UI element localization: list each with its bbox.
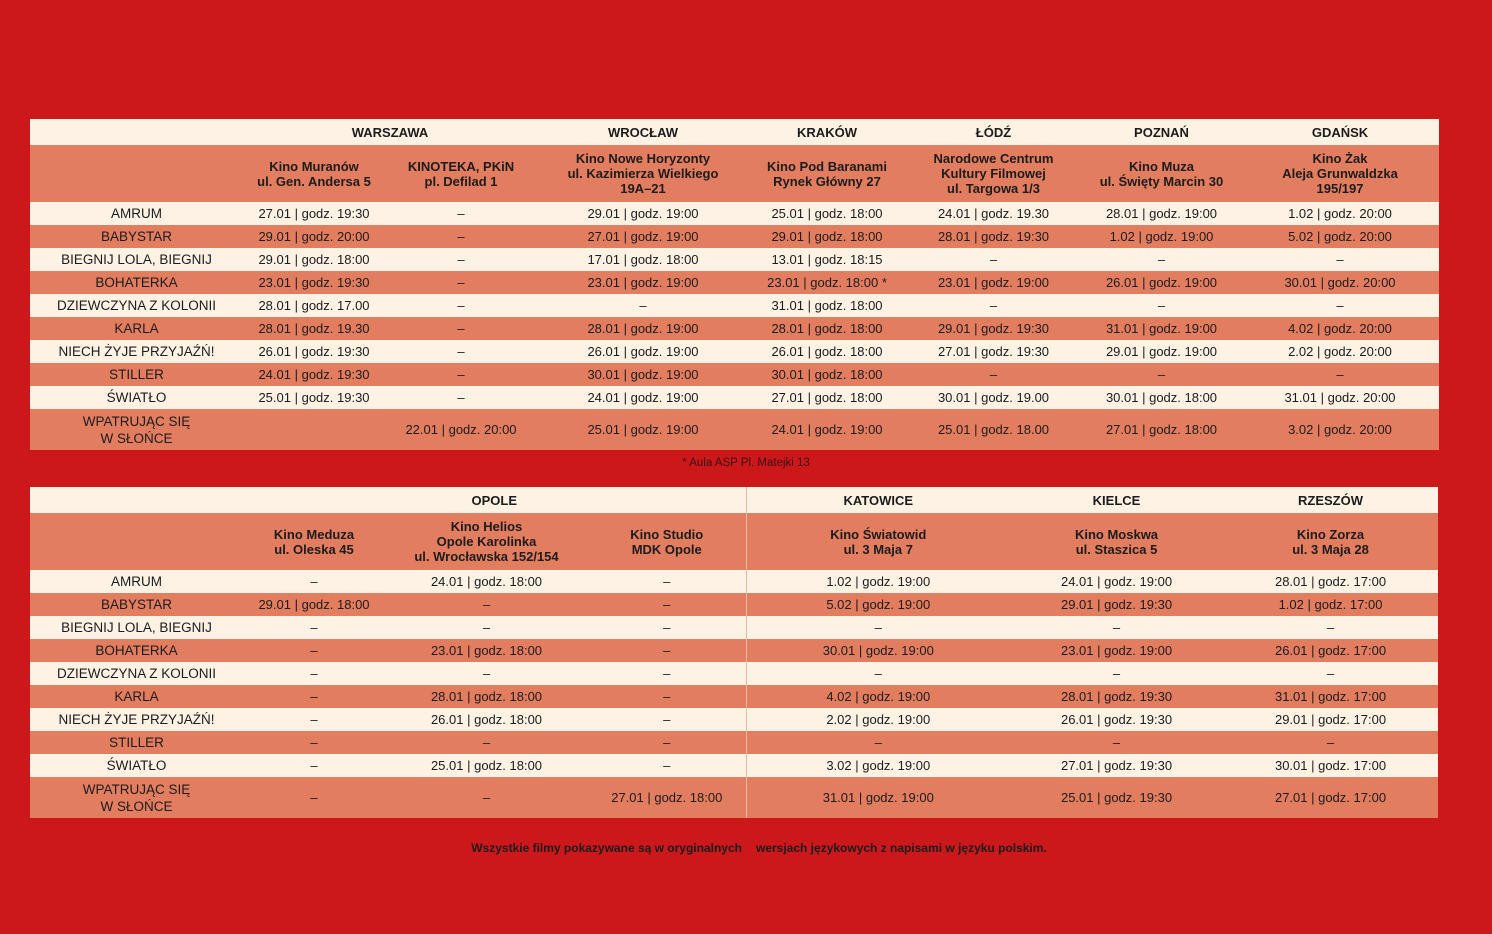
venue-line: Kino Zorza — [1296, 526, 1365, 542]
screening-cell: 25.01 | godz. 19:30 — [243, 386, 385, 409]
screening-cell: 28.01 | godz. 17.00 — [243, 294, 385, 317]
film-title-line: BIEGNIJ LOLA, BIEGNIJ — [61, 620, 212, 635]
screening-cell: 30.01 | godz. 18:00 — [749, 363, 905, 386]
table-row — [30, 570, 1438, 593]
screening-cell: – — [1241, 294, 1439, 317]
venue-kino-muranow — [243, 145, 385, 202]
screening-cell: – — [1082, 294, 1241, 317]
screening-cell: – — [588, 731, 746, 754]
venue-kino-moskwa — [1010, 513, 1223, 570]
film-title-line: WPATRUJĄC SIĘ — [82, 781, 191, 797]
venue-line: KINOTEKA, PKiN — [407, 158, 515, 174]
venue-kino-pod-baranami — [749, 145, 905, 202]
screening-cell: 24.01 | godz. 19:00 — [749, 409, 905, 450]
film-title — [30, 662, 243, 685]
screening-cell: – — [385, 225, 537, 248]
screening-cell: 28.01 | godz. 19:00 — [537, 317, 749, 340]
screening-cell: – — [385, 593, 588, 616]
screening-cell: 3.02 | godz. 19:00 — [746, 754, 1010, 777]
screening-cell: – — [746, 662, 1010, 685]
table-row — [30, 225, 1439, 248]
screening-cell: – — [1223, 662, 1438, 685]
screening-cell: 28.01 | godz. 18:00 — [749, 317, 905, 340]
screening-cell: 29.01 | godz. 18:00 — [749, 225, 905, 248]
screening-cell: 24.01 | godz. 19:30 — [243, 363, 385, 386]
venue-kino-helios — [385, 513, 588, 570]
table-row — [30, 754, 1438, 777]
screening-cell: 26.01 | godz. 17:00 — [1223, 639, 1438, 662]
screening-cell: – — [385, 340, 537, 363]
footer-line: wersjach językowych z napisami w języku polskim. — [755, 841, 1047, 855]
venue-line: ul. 3 Maja 28 — [1292, 541, 1369, 557]
screening-cell: – — [1082, 363, 1241, 386]
venue-kino-zorza — [1223, 513, 1438, 570]
screening-cell: 28.01 | godz. 19.30 — [243, 317, 385, 340]
venue-line: Kino Nowe Horyzonty — [575, 151, 711, 166]
screening-cell: – — [588, 616, 746, 639]
city-wroclaw: WROCŁAW — [537, 119, 749, 145]
screening-cell: 31.01 | godz. 18:00 — [749, 294, 905, 317]
screening-cell: 29.01 | godz. 19:00 — [537, 202, 749, 225]
screening-cell: – — [385, 248, 537, 271]
film-title — [30, 409, 243, 450]
screening-cell: – — [1010, 662, 1223, 685]
screening-cell: 29.01 | godz. 19:30 — [1010, 593, 1223, 616]
screening-cell: 5.02 | godz. 20:00 — [1241, 225, 1439, 248]
venue-line: ul. Oleska 45 — [274, 541, 354, 557]
table-row — [30, 363, 1439, 386]
venue-kino-zak — [1241, 145, 1439, 202]
city-header-row — [30, 119, 1439, 145]
screening-cell: 23.01 | godz. 19:00 — [537, 271, 749, 294]
screening-cell: 23.01 | godz. 19:00 — [905, 271, 1082, 294]
screening-cell: – — [905, 363, 1082, 386]
venue-narodowe-centrum — [905, 145, 1082, 202]
screening-cell: – — [1082, 248, 1241, 271]
film-title-line: STILLER — [109, 367, 164, 382]
screening-cell: 26.01 | godz. 19:30 — [1010, 708, 1223, 731]
city-opole: OPOLE — [243, 487, 746, 513]
venue-kino-muza — [1082, 145, 1241, 202]
venue-line: ul. Kazimierza Wielkiego — [567, 166, 719, 181]
film-title — [30, 685, 243, 708]
corner-cell — [30, 119, 243, 145]
screening-cell: – — [243, 662, 385, 685]
screening-cell: 26.01 | godz. 19:30 — [243, 340, 385, 363]
film-title-line: W SŁOŃCE — [100, 430, 173, 446]
screening-cell: 25.01 | godz. 19:30 — [1010, 777, 1223, 818]
venue-line: ul. 3 Maja 7 — [843, 541, 913, 557]
screening-cell: – — [243, 685, 385, 708]
film-title-line: BOHATERKA — [95, 275, 178, 290]
table-row — [30, 386, 1439, 409]
film-title — [30, 639, 243, 662]
footer-line: Wszystkie filmy pokazywane są w oryginalnych — [471, 841, 742, 855]
screening-cell: 24.01 | godz. 19:00 — [1010, 570, 1223, 593]
film-title — [30, 731, 243, 754]
screening-cell: 29.01 | godz. 18:00 — [243, 593, 385, 616]
film-title — [30, 294, 243, 317]
screening-cell: 2.02 | godz. 19:00 — [746, 708, 1010, 731]
table-row — [30, 593, 1438, 616]
screening-cell: – — [1241, 363, 1439, 386]
schedule-table-2 — [30, 487, 1438, 818]
screening-cell: – — [1010, 616, 1223, 639]
screening-cell: – — [385, 616, 588, 639]
screening-cell: – — [243, 708, 385, 731]
table-row — [30, 294, 1439, 317]
screening-cell: – — [385, 317, 537, 340]
venue-line: Narodowe Centrum — [933, 151, 1054, 166]
screening-cell: 25.01 | godz. 18:00 — [385, 754, 588, 777]
screening-cell: 28.01 | godz. 19:30 — [1010, 685, 1223, 708]
venue-kinoteka — [385, 145, 537, 202]
screening-cell: – — [243, 731, 385, 754]
screening-cell: 28.01 | godz. 19:30 — [905, 225, 1082, 248]
screening-cell: 17.01 | godz. 18:00 — [537, 248, 749, 271]
screening-cell: 30.01 | godz. 19:00 — [746, 639, 1010, 662]
city-kielce: KIELCE — [1010, 487, 1223, 513]
screening-cell: – — [588, 685, 746, 708]
screening-cell: 30.01 | godz. 19:00 — [537, 363, 749, 386]
screening-cell: 5.02 | godz. 19:00 — [746, 593, 1010, 616]
film-title — [30, 616, 243, 639]
screening-cell: 23.01 | godz. 19:00 — [1010, 639, 1223, 662]
film-title-line: NIECH ŻYJE PRZYJAŹŃ! — [58, 344, 215, 359]
schedule-table-1 — [30, 119, 1439, 450]
venue-header-row — [30, 513, 1438, 570]
venue-line: Kino Studio — [630, 526, 704, 542]
film-title-line: BABYSTAR — [100, 229, 173, 244]
film-title — [30, 225, 243, 248]
screening-cell: 26.01 | godz. 18:00 — [385, 708, 588, 731]
venue-kino-studio — [588, 513, 746, 570]
corner-cell — [30, 513, 243, 570]
schedule-table-2-body — [30, 570, 1438, 818]
film-title-line: DZIEWCZYNA Z KOLONII — [56, 298, 216, 313]
screening-cell: 26.01 | godz. 18:00 — [749, 340, 905, 363]
screening-cell: 30.01 | godz. 18:00 — [1082, 386, 1241, 409]
screening-cell: – — [385, 202, 537, 225]
screening-cell: – — [385, 294, 537, 317]
schedule-table-1-body — [30, 202, 1439, 450]
screening-cell: 31.01 | godz. 20:00 — [1241, 386, 1439, 409]
screening-cell: – — [588, 754, 746, 777]
film-title-line: AMRUM — [111, 574, 162, 589]
screening-cell: 27.01 | godz. 19:00 — [537, 225, 749, 248]
screening-cell: – — [1223, 616, 1438, 639]
table-row — [30, 639, 1438, 662]
screening-cell: 27.01 | godz. 18:00 — [749, 386, 905, 409]
screening-cell: 29.01 | godz. 19:30 — [905, 317, 1082, 340]
screening-cell: – — [588, 570, 746, 593]
screening-cell: – — [588, 708, 746, 731]
film-title — [30, 340, 243, 363]
table-row — [30, 662, 1438, 685]
table-row — [30, 271, 1439, 294]
film-title-line: DZIEWCZYNA Z KOLONII — [56, 666, 216, 681]
screening-cell — [243, 409, 385, 450]
city-katowice: KATOWICE — [746, 487, 1010, 513]
screening-cell: – — [385, 363, 537, 386]
screening-cell: 2.02 | godz. 20:00 — [1241, 340, 1439, 363]
screening-cell: 1.02 | godz. 20:00 — [1241, 202, 1439, 225]
film-title — [30, 777, 243, 818]
film-title — [30, 708, 243, 731]
city-poznan: POZNAŃ — [1082, 119, 1241, 145]
venue-line: ul. Święty Marcin 30 — [1099, 173, 1224, 189]
screening-cell: – — [1223, 731, 1438, 754]
screening-cell: 30.01 | godz. 20:00 — [1241, 271, 1439, 294]
film-title-line: STILLER — [109, 735, 164, 750]
table-row — [30, 248, 1439, 271]
city-gdansk: GDAŃSK — [1241, 119, 1439, 145]
table-row — [30, 317, 1439, 340]
screening-cell: 27.01 | godz. 19:30 — [905, 340, 1082, 363]
screening-cell: 29.01 | godz. 20:00 — [243, 225, 385, 248]
venue-line: Kino Pod Baranami — [767, 158, 887, 174]
film-title — [30, 593, 243, 616]
venue-line: Opole Karolinka — [436, 534, 537, 549]
venue-line: Rynek Główny 27 — [773, 173, 881, 189]
screening-cell: 28.01 | godz. 17:00 — [1223, 570, 1438, 593]
screening-cell: – — [243, 754, 385, 777]
film-title-line: NIECH ŻYJE PRZYJAŹŃ! — [58, 712, 215, 727]
screening-cell: – — [385, 662, 588, 685]
venue-line: ul. Gen. Andersa 5 — [257, 173, 371, 189]
table-row — [30, 202, 1439, 225]
screening-cell: – — [588, 593, 746, 616]
venue-line: 195/197 — [1316, 181, 1364, 196]
film-title — [30, 202, 243, 225]
venue-line: MDK Opole — [631, 541, 702, 557]
screening-cell: – — [537, 294, 749, 317]
screening-cell: – — [746, 731, 1010, 754]
venue-line: ul. Staszica 5 — [1075, 541, 1158, 557]
film-title — [30, 363, 243, 386]
city-rzeszow: RZESZÓW — [1223, 487, 1438, 513]
screening-cell: – — [588, 639, 746, 662]
film-title — [30, 271, 243, 294]
film-title — [30, 386, 243, 409]
table-row — [30, 340, 1439, 363]
screening-cell: 29.01 | godz. 19:00 — [1082, 340, 1241, 363]
film-title-line: KARLA — [114, 689, 159, 704]
venue-line: Kultury Filmowej — [941, 166, 1046, 181]
screening-cell: 25.01 | godz. 19:00 — [537, 409, 749, 450]
corner-cell — [30, 145, 243, 202]
screening-cell: 4.02 | godz. 19:00 — [746, 685, 1010, 708]
screening-cell: 27.01 | godz. 18:00 — [588, 777, 746, 818]
film-title-line: WPATRUJĄC SIĘ — [82, 413, 191, 429]
screening-cell: 26.01 | godz. 19:00 — [537, 340, 749, 363]
screening-cell: 31.01 | godz. 17:00 — [1223, 685, 1438, 708]
venue-line: Kino Żak — [1312, 151, 1368, 166]
city-warszawa: WARSZAWA — [243, 119, 537, 145]
venue-line: Kino Muranów — [269, 158, 359, 174]
screening-cell: – — [905, 294, 1082, 317]
screening-cell: 25.01 | godz. 18:00 — [749, 202, 905, 225]
screening-cell: 26.01 | godz. 19:00 — [1082, 271, 1241, 294]
screening-cell: 24.01 | godz. 19:00 — [537, 386, 749, 409]
table-row — [30, 409, 1439, 450]
screening-cell: 4.02 | godz. 20:00 — [1241, 317, 1439, 340]
film-title — [30, 248, 243, 271]
film-title-line: ŚWIATŁO — [106, 758, 167, 773]
screening-cell: 23.01 | godz. 18:00 — [385, 639, 588, 662]
screening-cell: 31.01 | godz. 19:00 — [746, 777, 1010, 818]
footnote: * Aula ASP Pl. Matejki 13 — [682, 457, 810, 469]
screening-cell: 22.01 | godz. 20:00 — [385, 409, 537, 450]
venue-line: 19A–21 — [620, 181, 666, 196]
film-title — [30, 570, 243, 593]
screening-cell: 31.01 | godz. 19:00 — [1082, 317, 1241, 340]
screening-cell: 28.01 | godz. 18:00 — [385, 685, 588, 708]
screening-cell: – — [385, 386, 537, 409]
venue-kino-swiatowid — [746, 513, 1010, 570]
venue-header-row — [30, 145, 1439, 202]
venue-line: ul. Wrocławska 152/154 — [414, 549, 559, 564]
screening-cell: 27.01 | godz. 17:00 — [1223, 777, 1438, 818]
screening-cell: 30.01 | godz. 19.00 — [905, 386, 1082, 409]
table-row — [30, 731, 1438, 754]
table-row — [30, 685, 1438, 708]
screening-cell: 23.01 | godz. 18:00 * — [749, 271, 905, 294]
film-title-line: ŚWIATŁO — [106, 390, 167, 405]
screening-cell: 28.01 | godz. 19:00 — [1082, 202, 1241, 225]
screening-cell: 30.01 | godz. 17:00 — [1223, 754, 1438, 777]
corner-cell — [30, 487, 243, 513]
screening-cell: – — [746, 616, 1010, 639]
screening-cell: 24.01 | godz. 18:00 — [385, 570, 588, 593]
screening-cell: – — [243, 616, 385, 639]
screening-cell: – — [385, 731, 588, 754]
screening-cell: – — [385, 271, 537, 294]
screening-cell: 29.01 | godz. 18:00 — [243, 248, 385, 271]
screening-cell: – — [243, 639, 385, 662]
venue-line: ul. Targowa 1/3 — [947, 181, 1040, 196]
screening-cell: 27.01 | godz. 19:30 — [1010, 754, 1223, 777]
screening-cell: – — [243, 777, 385, 818]
city-krakow: KRAKÓW — [749, 119, 905, 145]
film-title-line: AMRUM — [111, 206, 162, 221]
screening-cell: 24.01 | godz. 19.30 — [905, 202, 1082, 225]
screening-cell: – — [588, 662, 746, 685]
screening-cell: 1.02 | godz. 17:00 — [1223, 593, 1438, 616]
screening-cell: 3.02 | godz. 20:00 — [1241, 409, 1439, 450]
venue-line: Kino Helios — [450, 519, 523, 534]
film-title — [30, 754, 243, 777]
film-title-line: BIEGNIJ LOLA, BIEGNIJ — [61, 252, 212, 267]
screening-cell: – — [385, 777, 588, 818]
city-lodz: ŁÓDŹ — [905, 119, 1082, 145]
film-title-line: W SŁOŃCE — [100, 798, 173, 814]
film-title — [30, 317, 243, 340]
screening-cell: 29.01 | godz. 17:00 — [1223, 708, 1438, 731]
table-row — [30, 616, 1438, 639]
screening-cell: 27.01 | godz. 18:00 — [1082, 409, 1241, 450]
table-row — [30, 777, 1438, 818]
venue-line: Aleja Grunwaldzka — [1282, 166, 1398, 181]
city-header-row — [30, 487, 1438, 513]
screening-cell: 23.01 | godz. 19:30 — [243, 271, 385, 294]
screening-cell: – — [1010, 731, 1223, 754]
screening-cell: 1.02 | godz. 19:00 — [746, 570, 1010, 593]
venue-kino-meduza — [243, 513, 385, 570]
screening-cell: 25.01 | godz. 18.00 — [905, 409, 1082, 450]
screening-cell: 27.01 | godz. 19:30 — [243, 202, 385, 225]
film-title-line: KARLA — [114, 321, 159, 336]
venue-kino-nowe-horyzonty — [537, 145, 749, 202]
screening-cell: – — [1241, 248, 1439, 271]
screening-cell: 13.01 | godz. 18:15 — [749, 248, 905, 271]
footer-note — [0, 841, 1492, 855]
venue-line: Kino Moskwa — [1074, 526, 1159, 542]
screening-cell: – — [243, 570, 385, 593]
table-row — [30, 708, 1438, 731]
venue-line: Kino Meduza — [273, 526, 355, 542]
venue-line: Kino Muza — [1129, 158, 1194, 174]
film-title-line: BOHATERKA — [95, 643, 178, 658]
screening-cell: 1.02 | godz. 19:00 — [1082, 225, 1241, 248]
venue-line: pl. Defilad 1 — [424, 173, 498, 189]
screening-cell: – — [905, 248, 1082, 271]
film-title-line: BABYSTAR — [100, 597, 173, 612]
venue-line: Kino Światowid — [830, 526, 927, 542]
